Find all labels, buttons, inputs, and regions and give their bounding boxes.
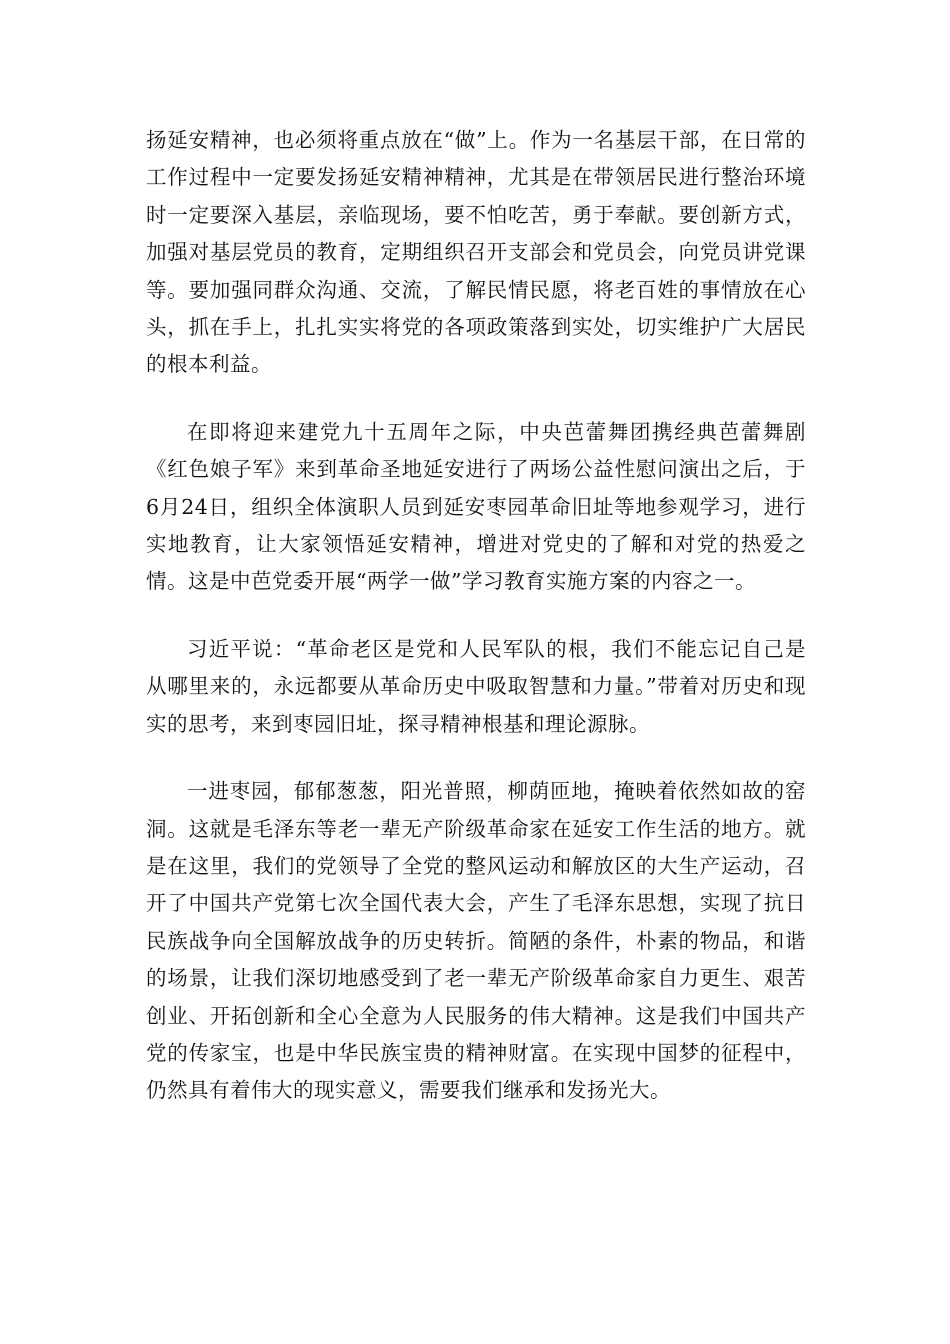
document-body <box>146 122 806 1140</box>
paragraph-3: 习近平说：“革命老区是党和人民军队的根，我们不能忘记自己是从哪里来的，永远都要从革命历史中吸取智慧和力量。”带着对历史和现实的思考，来到枣园旧址，探寻精神根基和理论源脉。 <box>146 636 806 736</box>
paragraph-1: 扬延安精神，也必须将重点放在“做”上。作为一名基层干部，在日常的工作过程中一定要发扬延安精神精神，尤其是在带领居民进行整治环境时一定要深入基层，亲临现场，要不怕吃苦，勇于奉献。要创新方式，加强对基层党员的教育，定期组织召开支部会和党员会，向党员讲党课等。要加强同群众沟通、交流，了解民情民愿，将老百姓的事情放在心头，抓在手上，扎扎实实将党的各项政策落到实处，切实维护广大居民的根本利益。 <box>146 128 806 377</box>
paragraph-4: 一进枣园，郁郁葱葱，阳光普照，柳荫匝地，掩映着依然如故的窑洞。这就是毛泽东等老一辈无产阶级革命家在延安工作生活的地方。就是在这里，我们的党领导了全党的整风运动和解放区的大生产运动，召开了中国共产党第七次全国代表大会，产生了毛泽东思想，实现了抗日民族战争向全国解放战争的历史转折。简陋的条件，朴素的物品，和谐的场景，让我们深切地感受到了老一辈无产阶级革命家自力更生、艰苦创业、开拓创新和全心全意为人民服务的伟大精神。这是我们中国共产党的传家宝，也是中华民族宝贵的精神财富。在实现中国梦的征程中，仍然具有着伟大的现实意义，需要我们继承和发扬光大。 <box>146 779 806 1103</box>
paragraph-2: 在即将迎来建党九十五周年之际，中央芭蕾舞团携经典芭蕾舞剧《红色娘子军》来到革命圣地延安进行了两场公益性慰问演出之后，于6月24日，组织全体演职人员到延安枣园革命旧址等地参观学习，进行实地教育，让大家领悟延安精神，增进对党史的了解和对党的热爱之情。这是中芭党委开展“两学一做”学习教育实施方案的内容之一。 <box>146 419 806 594</box>
